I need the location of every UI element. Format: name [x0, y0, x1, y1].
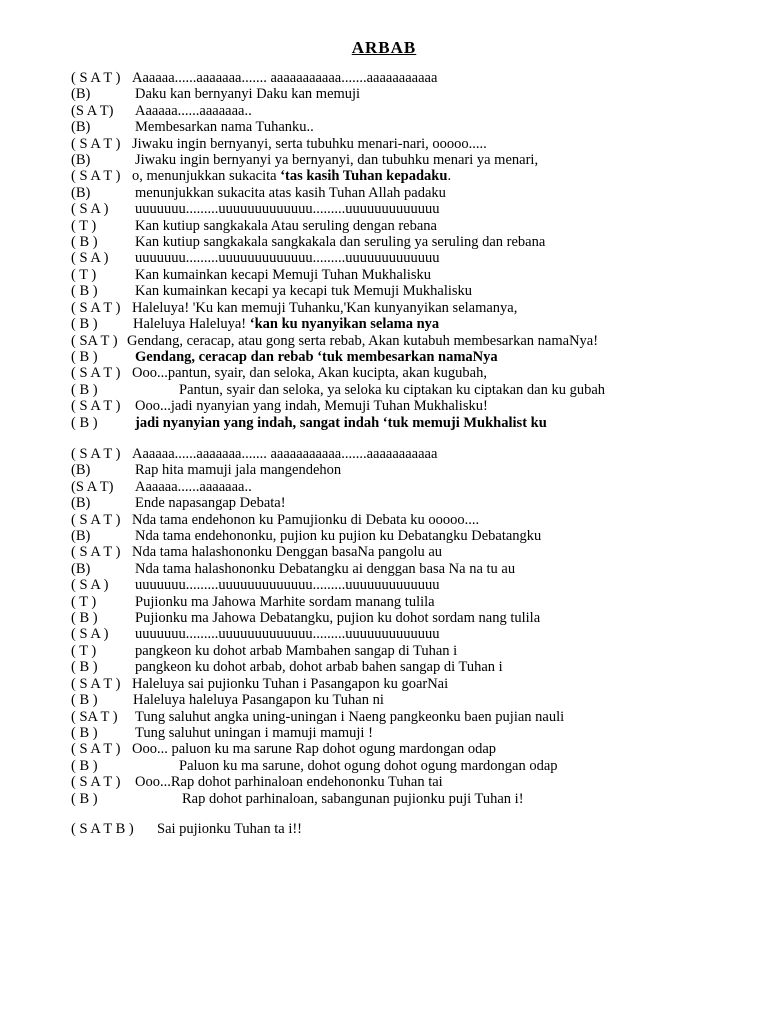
lyric-line: [71, 201, 761, 217]
lyric-text-regular: Rap dohot parhinaloan, sabangunan pujionku puji Tuhan i!: [182, 790, 524, 807]
lyric-line: [71, 544, 761, 560]
lyric-line: [71, 218, 761, 234]
lyric-text: [133, 316, 439, 332]
lyric-line: [71, 415, 761, 431]
lyric-text-trailing: .: [447, 168, 452, 185]
lyric-text-regular: pangkeon ku dohot arbab Mambahen sangap di Tuhan i: [135, 642, 458, 659]
lyric-line: [71, 119, 761, 135]
voice-part-label: ( B ): [71, 757, 98, 774]
lyric-text: [135, 561, 515, 577]
voice-part-label: ( S A ): [71, 250, 109, 267]
lyric-line: [71, 676, 761, 692]
lyric-line: [71, 462, 761, 478]
lyric-text-bold: Gendang, ceracap dan rebab ‘tuk membesarkan namaNya: [135, 348, 498, 365]
lyric-text: [135, 659, 503, 675]
lyric-text: [135, 577, 440, 593]
voice-part-label: ( B ): [71, 348, 98, 365]
voice-part-label: ( S A T ): [71, 168, 121, 185]
lyric-text-regular: pangkeon ku dohot arbab, dohot arbab bahen sangap di Tuhan i: [135, 659, 503, 676]
lyric-text-regular: Nda tama halashononku Debatangku ai denggan basa Na na tu au: [135, 560, 516, 577]
lyric-text-regular: Haleluya sai pujionku Tuhan i Pasangapon ku goarNai: [132, 675, 449, 692]
lyric-line: [71, 561, 761, 577]
lyric-text-regular: Ooo...pantun, syair, dan seloka, Akan kucipta, akan kugubah,: [132, 365, 487, 382]
lyric-text: [135, 415, 547, 431]
lyric-text-regular: uuuuuuu.........uuuuuuuuuuuuu.........uuuuuuuuuuuuu: [135, 626, 440, 643]
lyric-line: [71, 398, 761, 414]
lyric-text-regular: Kan kumainkan kecapi Memuji Tuhan Mukhalisku: [135, 266, 432, 283]
page-title: ARBAB: [351, 38, 417, 57]
lyric-line: [71, 382, 761, 398]
lyric-line: [71, 283, 761, 299]
voice-part-label: ( B ): [71, 790, 98, 807]
voice-part-label: ( B ): [71, 414, 98, 431]
lyric-text-regular: Gendang, ceracap, atau gong serta rebab, Akan kutabuh membesarkan namaNya!: [127, 332, 599, 349]
lyric-text: [135, 495, 286, 511]
lyric-line: [71, 185, 761, 201]
voice-part-label: ( S A T ): [71, 398, 121, 415]
lyric-text-bold: ‘tas kasih Tuhan kepadaku: [280, 168, 448, 185]
voice-part-label: ( B ): [71, 724, 98, 741]
voice-part-label: ( S A ): [71, 201, 109, 218]
voice-part-label: (B): [71, 119, 91, 136]
lyric-line: [71, 86, 761, 102]
lyric-line: [71, 643, 761, 659]
lyric-text-regular: Pujionku ma Jahowa Marhite sordam manang tulila: [135, 593, 435, 610]
lyric-text: [135, 479, 252, 495]
lyric-text-regular: Ooo... paluon ku ma sarune Rap dohot ogung mardongan odap: [132, 741, 497, 758]
lyric-text-bold: ‘kan ku nyanyikan selama nya: [249, 316, 440, 333]
lyric-text-regular: Nda tama endehononku, pujion ku pujion ku Debatangku Debatangku: [135, 528, 542, 545]
lyric-text: [132, 300, 517, 316]
lyric-text: [132, 365, 487, 381]
voice-part-label: ( S A T ): [71, 741, 121, 758]
lyric-text: [135, 218, 437, 234]
voice-part-label: ( B ): [71, 234, 98, 251]
lyric-text-regular: Kan kutiup sangkakala Atau seruling dengan rebana: [135, 217, 437, 234]
voice-part-label: ( S A T ): [71, 446, 121, 462]
voice-part-label: (B): [71, 495, 91, 512]
lyric-text: [132, 512, 479, 528]
lyric-text-regular: Nda tama endehonon ku Pamujionku di Debata ku ooooo....: [132, 511, 480, 528]
lyric-line: [71, 152, 761, 168]
lyric-text: [179, 758, 558, 774]
lyric-text: [135, 103, 252, 119]
voice-part-label: (B): [71, 528, 91, 545]
lyric-line: [71, 479, 761, 495]
voice-part-label: ( SA T ): [71, 332, 118, 349]
lyric-text: [135, 201, 440, 217]
lyric-text: [182, 791, 524, 807]
lyric-text-regular: Jiwaku ingin bernyanyi ya bernyanyi, dan tubuhku menari ya menari,: [135, 152, 539, 169]
lyric-text-regular: Pantun, syair dan seloka, ya seloka ku ciptakan ku ciptakan dan ku gubah: [179, 381, 606, 398]
lyric-text-regular: Haleluya haleluya Pasangapon ku Tuhan ni: [133, 692, 384, 709]
lyric-text: [135, 725, 373, 741]
voice-part-label: ( S A T ): [71, 544, 121, 561]
voice-part-label: ( T ): [71, 593, 97, 610]
lyric-line: [71, 316, 761, 332]
lyric-line: [71, 349, 761, 365]
lyric-text-regular: Ende napasangap Debata!: [135, 495, 286, 512]
lyric-text-regular: menunjukkan sukacita atas kasih Tuhan Allah padaku: [135, 184, 446, 201]
lyric-text: [135, 250, 440, 266]
lyric-line: [71, 821, 761, 837]
lyric-line: [71, 741, 761, 757]
lyric-line: [71, 594, 761, 610]
voice-part-label: (B): [71, 86, 91, 103]
lyric-text-regular: Tung saluhut angka uning-uningan i Naeng pangkeonku baen pujian nauli: [135, 708, 565, 725]
lyric-text: [127, 333, 598, 349]
voice-part-label: ( S A T ): [71, 70, 121, 86]
lyric-line: [71, 70, 761, 86]
voice-part-label: ( S A T ): [71, 135, 121, 152]
lyric-text: [132, 676, 448, 692]
voice-part-label: ( T ): [71, 217, 97, 234]
lyric-line: [71, 365, 761, 381]
lyric-text-regular: Tung saluhut uningan i mamuji mamuji !: [135, 724, 373, 741]
lyric-line: [71, 250, 761, 266]
lyric-text: [179, 382, 605, 398]
lyric-text-bold: jadi nyanyian yang indah, sangat indah ‘tuk memuji Mukhalist ku: [135, 414, 547, 431]
voice-part-label: (S A T): [71, 102, 114, 119]
voice-part-label: ( S A T ): [71, 365, 121, 382]
voice-part-label: ( B ): [71, 283, 98, 300]
lyric-line: [71, 300, 761, 316]
lyric-line: [71, 774, 761, 790]
lyric-text-regular: Aaaaaa......aaaaaaa..: [135, 102, 252, 119]
lyric-text: [135, 234, 545, 250]
lyric-text: [135, 610, 540, 626]
lyric-text-regular: uuuuuuu.........uuuuuuuuuuuuu.........uuuuuuuuuuuuu: [135, 577, 440, 594]
voice-part-label: ( B ): [71, 692, 98, 709]
lyric-text: [132, 136, 487, 152]
voice-part-label: ( B ): [71, 610, 98, 627]
voice-part-label: (B): [71, 462, 91, 479]
lyric-text: [135, 86, 360, 102]
lyric-line: [71, 692, 761, 708]
lyric-text-regular: uuuuuuu.........uuuuuuuuuuuuu.........uuuuuuuuuuuuu: [135, 250, 440, 267]
lyric-text-regular: Aaaaaa......aaaaaaa..: [135, 478, 252, 495]
lyric-text-regular: Kan kutiup sangkakala sangkakala dan seruling ya seruling dan rebana: [135, 234, 546, 251]
lyric-line: [71, 758, 761, 774]
lyric-text: [135, 594, 435, 610]
voice-part-label: ( S A T ): [71, 299, 121, 316]
lyric-line: [71, 333, 761, 349]
lyric-text-regular: Ooo...jadi nyanyian yang indah, Memuji Tuhan Mukhalisku!: [135, 398, 488, 415]
voice-part-label: ( SA T ): [71, 708, 118, 725]
lyric-line: [71, 267, 761, 283]
lyric-line: [71, 528, 761, 544]
lyric-line: [71, 791, 761, 807]
lyric-text: [132, 168, 451, 184]
lyric-line: [71, 136, 761, 152]
lyric-line: [71, 103, 761, 119]
lyric-line: [71, 234, 761, 250]
voice-part-label: ( S A T ): [71, 774, 121, 791]
lyric-text: [135, 774, 443, 790]
lyric-text-regular: Paluon ku ma sarune, dohot ogung dohot ogung mardongan odap: [179, 757, 558, 774]
lyric-text: [157, 821, 302, 837]
voice-part-label: ( B ): [71, 659, 98, 676]
lyric-text-regular: Pujionku ma Jahowa Debatangku, pujion ku dohot sordam nang tulila: [135, 610, 541, 627]
lyric-text-regular: Kan kumainkan kecapi ya kecapi tuk Memuji Mukhalisku: [135, 283, 473, 300]
lyric-text: [135, 152, 538, 168]
lyric-text: [135, 185, 446, 201]
voice-part-label: ( T ): [71, 266, 97, 283]
voice-part-label: ( S A T ): [71, 675, 121, 692]
lyric-text-regular: Nda tama halashononku Denggan basaNa pangolu au: [132, 544, 443, 561]
voice-part-label: (B): [71, 152, 91, 169]
voice-part-label: (S A T): [71, 478, 114, 495]
lyric-text: [135, 528, 541, 544]
lyric-text-regular: Membesarkan nama Tuhanku..: [135, 119, 314, 136]
lyric-text-regular: Jiwaku ingin bernyanyi, serta tubuhku menari-nari, ooooo.....: [132, 135, 487, 152]
lyric-text-regular: Haleluya Haleluya!: [133, 316, 250, 333]
voice-part-label: ( T ): [71, 642, 97, 659]
lyric-text: [132, 544, 442, 560]
lyric-text: [135, 283, 472, 299]
lyric-text: [135, 349, 498, 365]
voice-part-label: ( B ): [71, 316, 98, 333]
voice-part-label: ( S A T ): [71, 511, 121, 528]
lyric-text: [135, 643, 457, 659]
lyric-line: [71, 512, 761, 528]
lyric-text: [135, 119, 314, 135]
lyric-text-regular: uuuuuuu.........uuuuuuuuuuuuu.........uuuuuuuuuuuuu: [135, 201, 440, 218]
lyric-text: [135, 462, 341, 478]
lyric-text-regular: Daku kan bernyanyi Daku kan memuji: [135, 86, 361, 103]
voice-part-label: (B): [71, 184, 91, 201]
lyric-text: [135, 267, 431, 283]
lyric-text-regular: Ooo...Rap dohot parhinaloan endehononku Tuhan tai: [135, 774, 443, 791]
lyric-line: [71, 610, 761, 626]
lyric-text: [132, 741, 496, 757]
lyric-text-regular: Sai pujionku Tuhan ta i!!: [157, 821, 303, 837]
lyric-text: [135, 626, 440, 642]
lyric-text: [132, 70, 437, 86]
lyric-line: [71, 725, 761, 741]
lyric-text: [135, 709, 564, 725]
lyrics-section-1: [71, 70, 761, 431]
lyric-line: [71, 626, 761, 642]
lyric-line: [71, 659, 761, 675]
lyric-line: [71, 709, 761, 725]
lyric-text-regular: o, menunjukkan sukacita: [132, 168, 281, 185]
voice-part-label: (B): [71, 560, 91, 577]
voice-part-label: ( S A T B ): [71, 821, 134, 837]
lyric-text: [133, 692, 384, 708]
lyric-text: [135, 398, 488, 414]
lyric-line: [71, 495, 761, 511]
lyric-text-regular: Aaaaaa......aaaaaaa....... aaaaaaaaaaa.......aaaaaaaaaaa: [132, 446, 438, 462]
lyric-line: [71, 446, 761, 462]
lyric-text: [132, 446, 437, 462]
voice-part-label: ( B ): [71, 381, 98, 398]
lyric-text-regular: Rap hita mamuji jala mangendehon: [135, 462, 342, 479]
lyric-line: [71, 168, 761, 184]
lyrics-section-2: [71, 446, 761, 807]
voice-part-label: ( S A ): [71, 577, 109, 594]
lyrics-section-3: [71, 821, 761, 837]
lyric-text-regular: Aaaaaa......aaaaaaa....... aaaaaaaaaaa.......aaaaaaaaaaa: [132, 70, 438, 86]
lyric-text-regular: Haleluya! 'Ku kan memuji Tuhanku,'Kan kunyanyikan selamanya,: [132, 299, 518, 316]
voice-part-label: ( S A ): [71, 626, 109, 643]
lyric-line: [71, 577, 761, 593]
